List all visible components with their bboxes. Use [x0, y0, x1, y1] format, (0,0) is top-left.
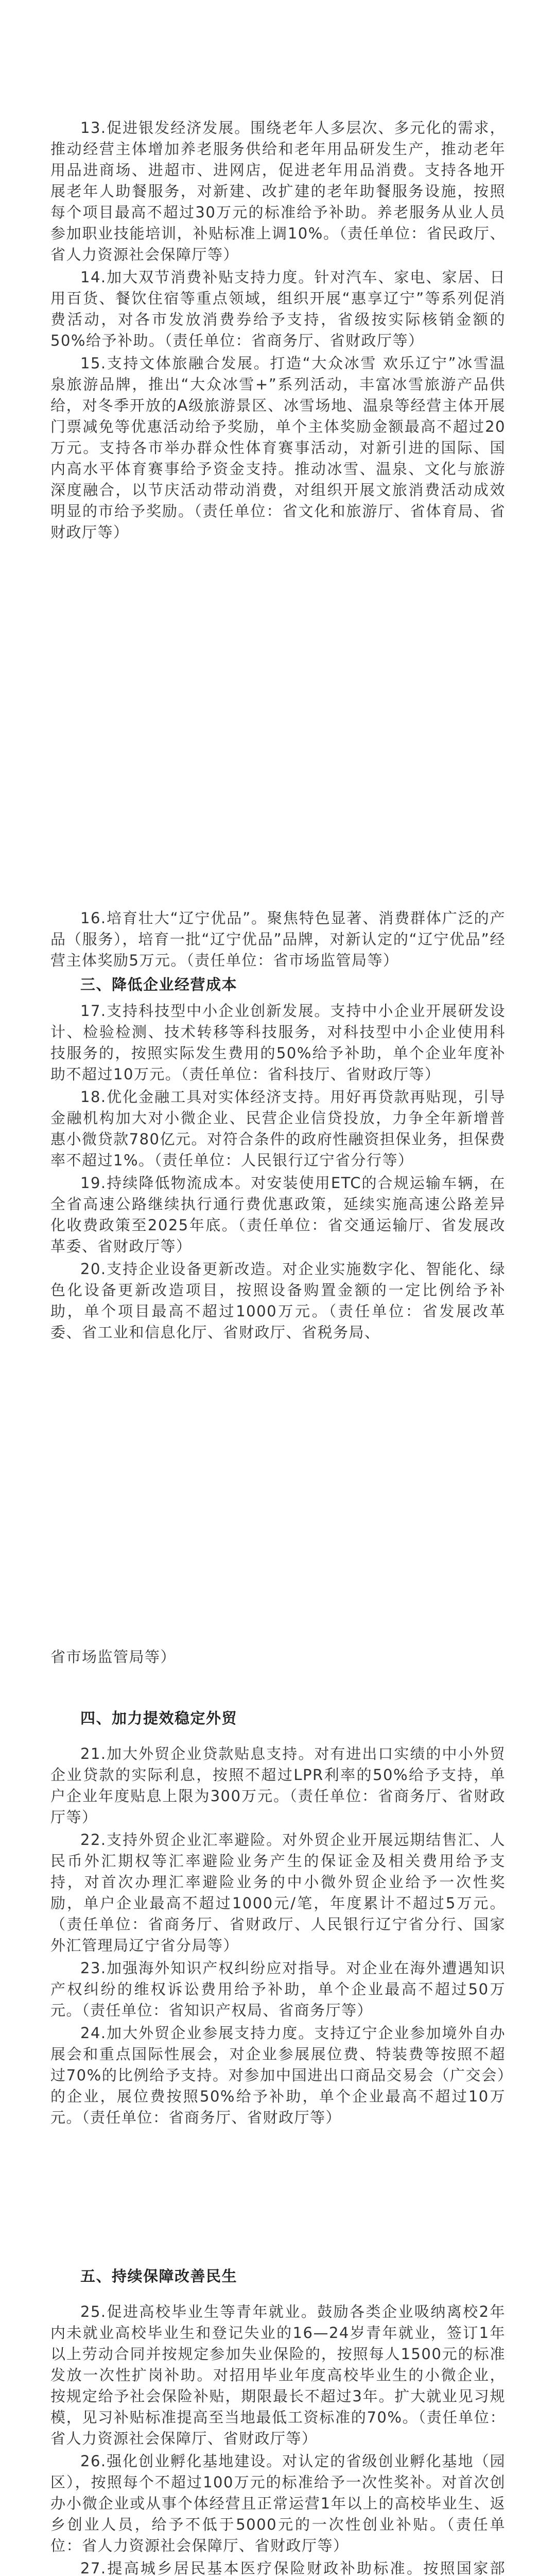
policy-item-19: 19.持续降低物流成本。对安装使用ETC的合规运输车辆，在全省高速公路继续执行通行费优惠政策，延续实施高速公路差异化收费政策至2025年底。（责任单位：省交通运输厅、省发展改革委、省财政厅等）	[50, 1174, 506, 1255]
policy-item-21: 21.加大外贸企业贷款贴息支持。对有进出口实绩的中小外贸企业贷款的实际利息，按照不超过LPR利率的50%给予支持，单户企业年度贴息上限为300万元。（责任单位：省商务厅、省财政厅等）	[50, 1745, 506, 1826]
policy-item-17: 17.支持科技型中小企业创新发展。支持中小企业开展研发设计、检验检测、技术转移等科技服务，对科技型中小企业使用科技服务的，按照实际发生费用的50%给予补助，单个企业年度补助不超过10万元。（责任单位：省科技厅、省财政厅等）	[50, 1002, 506, 1083]
document-page-livelihood	[50, 2266, 506, 2576]
policy-item-25: 25.促进高校毕业生等青年就业。鼓励各类企业吸纳离校2年内未就业高校毕业生和登记失业的16—24岁青年就业，签订1年以上劳动合同并按规定参加失业保险的，按照每人1500元的标准发放一次性扩岗补助。对招用毕业年度高校毕业生的小微企业，按规定给予社会保险补贴，期限最长不超过3年。扩大就业见习规模，见习补贴标准提高至当地最低工资标准的70%。（责任单位：省人力资源社会保障厅、省财政厅等）	[50, 2303, 506, 2447]
policy-item-13: 13.促进银发经济发展。围绕老年人多层次、多元化的需求，推动经营主体增加养老服务供给和老年用品研发生产，推动老年用品进商场、进超市、进网店，促进老年用品消费。支持各地开展老年人助餐服务，对新建、改扩建的老年助餐服务设施，按照每个项目最高不超过30万元的标准给予补助。养老服务从业人员参加职业技能培训，补贴标准上调10%。（责任单位：省民政厅、省人力资源社会保障厅等）	[50, 119, 506, 263]
section-heading-livelihood: 五、持续保障改善民生	[80, 2267, 238, 2285]
document-page-cost	[50, 908, 506, 1345]
policy-item-27: 27.提高城乡居民基本医疗保险财政补助标准。按照国家部	[80, 2560, 506, 2576]
section-heading-cost: 三、降低企业经营成本	[80, 976, 238, 993]
policy-item-16: 16.培育壮大“辽宁优品”。聚焦特色显著、消费群体广泛的产品（服务），培育一批“辽宁优品”品牌，对新认定的“辽宁优品”经营主体奖励5万元。（责任单位：省市场监管局等）	[50, 909, 506, 969]
policy-item-14: 14.加大双节消费补贴支持力度。针对汽车、家电、家居、日用百货、餐饮住宿等重点领域，组织开展“惠享辽宁”等系列促消费活动，对各市发放消费券给予支持，省级按实际核销金额的50%给予补助。（责任单位：省商务厅、省财政厅等）	[50, 268, 506, 349]
policy-item-20: 20.支持企业设备更新改造。对企业实施数字化、智能化、绿色化设备更新改造项目，按照设备购置金额的一定比例给予补助，单个项目最高不超过1000万元。（责任单位：省发展改革委、省工业和信息化厅、省财政厅、省税务局、	[50, 1260, 506, 1341]
policy-item-24: 24.加大外贸企业参展支持力度。支持辽宁企业参加境外自办展会和重点国际性展会，对企业参展展位费、特装费等按照不超过70%的比例给予支持。对参加中国进出口商品交易会（广交会）的企业，展位费按照50%给予补助，单个企业最高不超过10万元。（责任单位：省商务厅、省财政厅等）	[50, 2024, 506, 2126]
policy-item-20-continued: 省市场监管局等）	[50, 1648, 177, 1666]
document-page-consumption	[50, 117, 506, 545]
policy-item-23: 23.加强海外知识产权纠纷应对指导。对企业在海外遭遇知识产权纠纷的维权诉讼费用给予补助，单个企业最高不超过50万元。（责任单位：省知识产权局、省商务厅等）	[50, 1959, 506, 2019]
policy-item-18: 18.优化金融工具对实体经济支持。用好再贷款再贴现，引导金融机构加大对小微企业、民营企业信贷投放，力争全年新增普惠小微贷款780亿元。对符合条件的政府性融资担保业务，担保费率不超过1%。（责任单位：人民银行辽宁省分行等）	[50, 1088, 506, 1169]
section-heading-trade: 四、加力提效稳定外贸	[80, 1709, 238, 1727]
policy-item-26: 26.强化创业孵化基地建设。对认定的省级创业孵化基地（园区），按照每个不超过100万元的标准给予一次性奖补。对首次创办小微企业或从事个体经营且正常运营1年以上的高校毕业生、返乡创业人员，给予不低于5000元的一次性创业补贴。（责任单位：省人力资源社会保障厅、省财政厅等）	[50, 2452, 506, 2554]
policy-item-22: 22.支持外贸企业汇率避险。对外贸企业开展远期结售汇、人民币外汇期权等汇率避险业务产生的保证金及相关费用给予支持，对首次办理汇率避险业务的中小微外贸企业给予一次性奖励，单户企业最高不超过1000元/笔，年度累计不超过5万元。（责任单位：省商务厅、省财政厅、人民银行辽宁省分行、国家外汇管理局辽宁省分局等）	[50, 1831, 506, 1954]
document-page-trade	[50, 1647, 506, 2130]
policy-item-15: 15.支持文体旅融合发展。打造“大众冰雪 欢乐辽宁”冰雪温泉旅游品牌，推出“大众冰雪+”系列活动，丰富冰雪旅游产品供给，对冬季开放的A级旅游景区、冰雪场地、温泉等经营主体开展门票减免等优惠活动给予奖励，单个主体奖励金额最高不超过20万元。支持各市举办群众性体育赛事活动，对新引进的国际、国内高水平体育赛事给予资金支持。推动冰雪、温泉、文化与旅游深度融合，以节庆活动带动消费，对组织开展文旅消费活动成效明显的市给予奖励。（责任单位：省文化和旅游厅、省体育局、省财政厅等）	[50, 354, 506, 541]
